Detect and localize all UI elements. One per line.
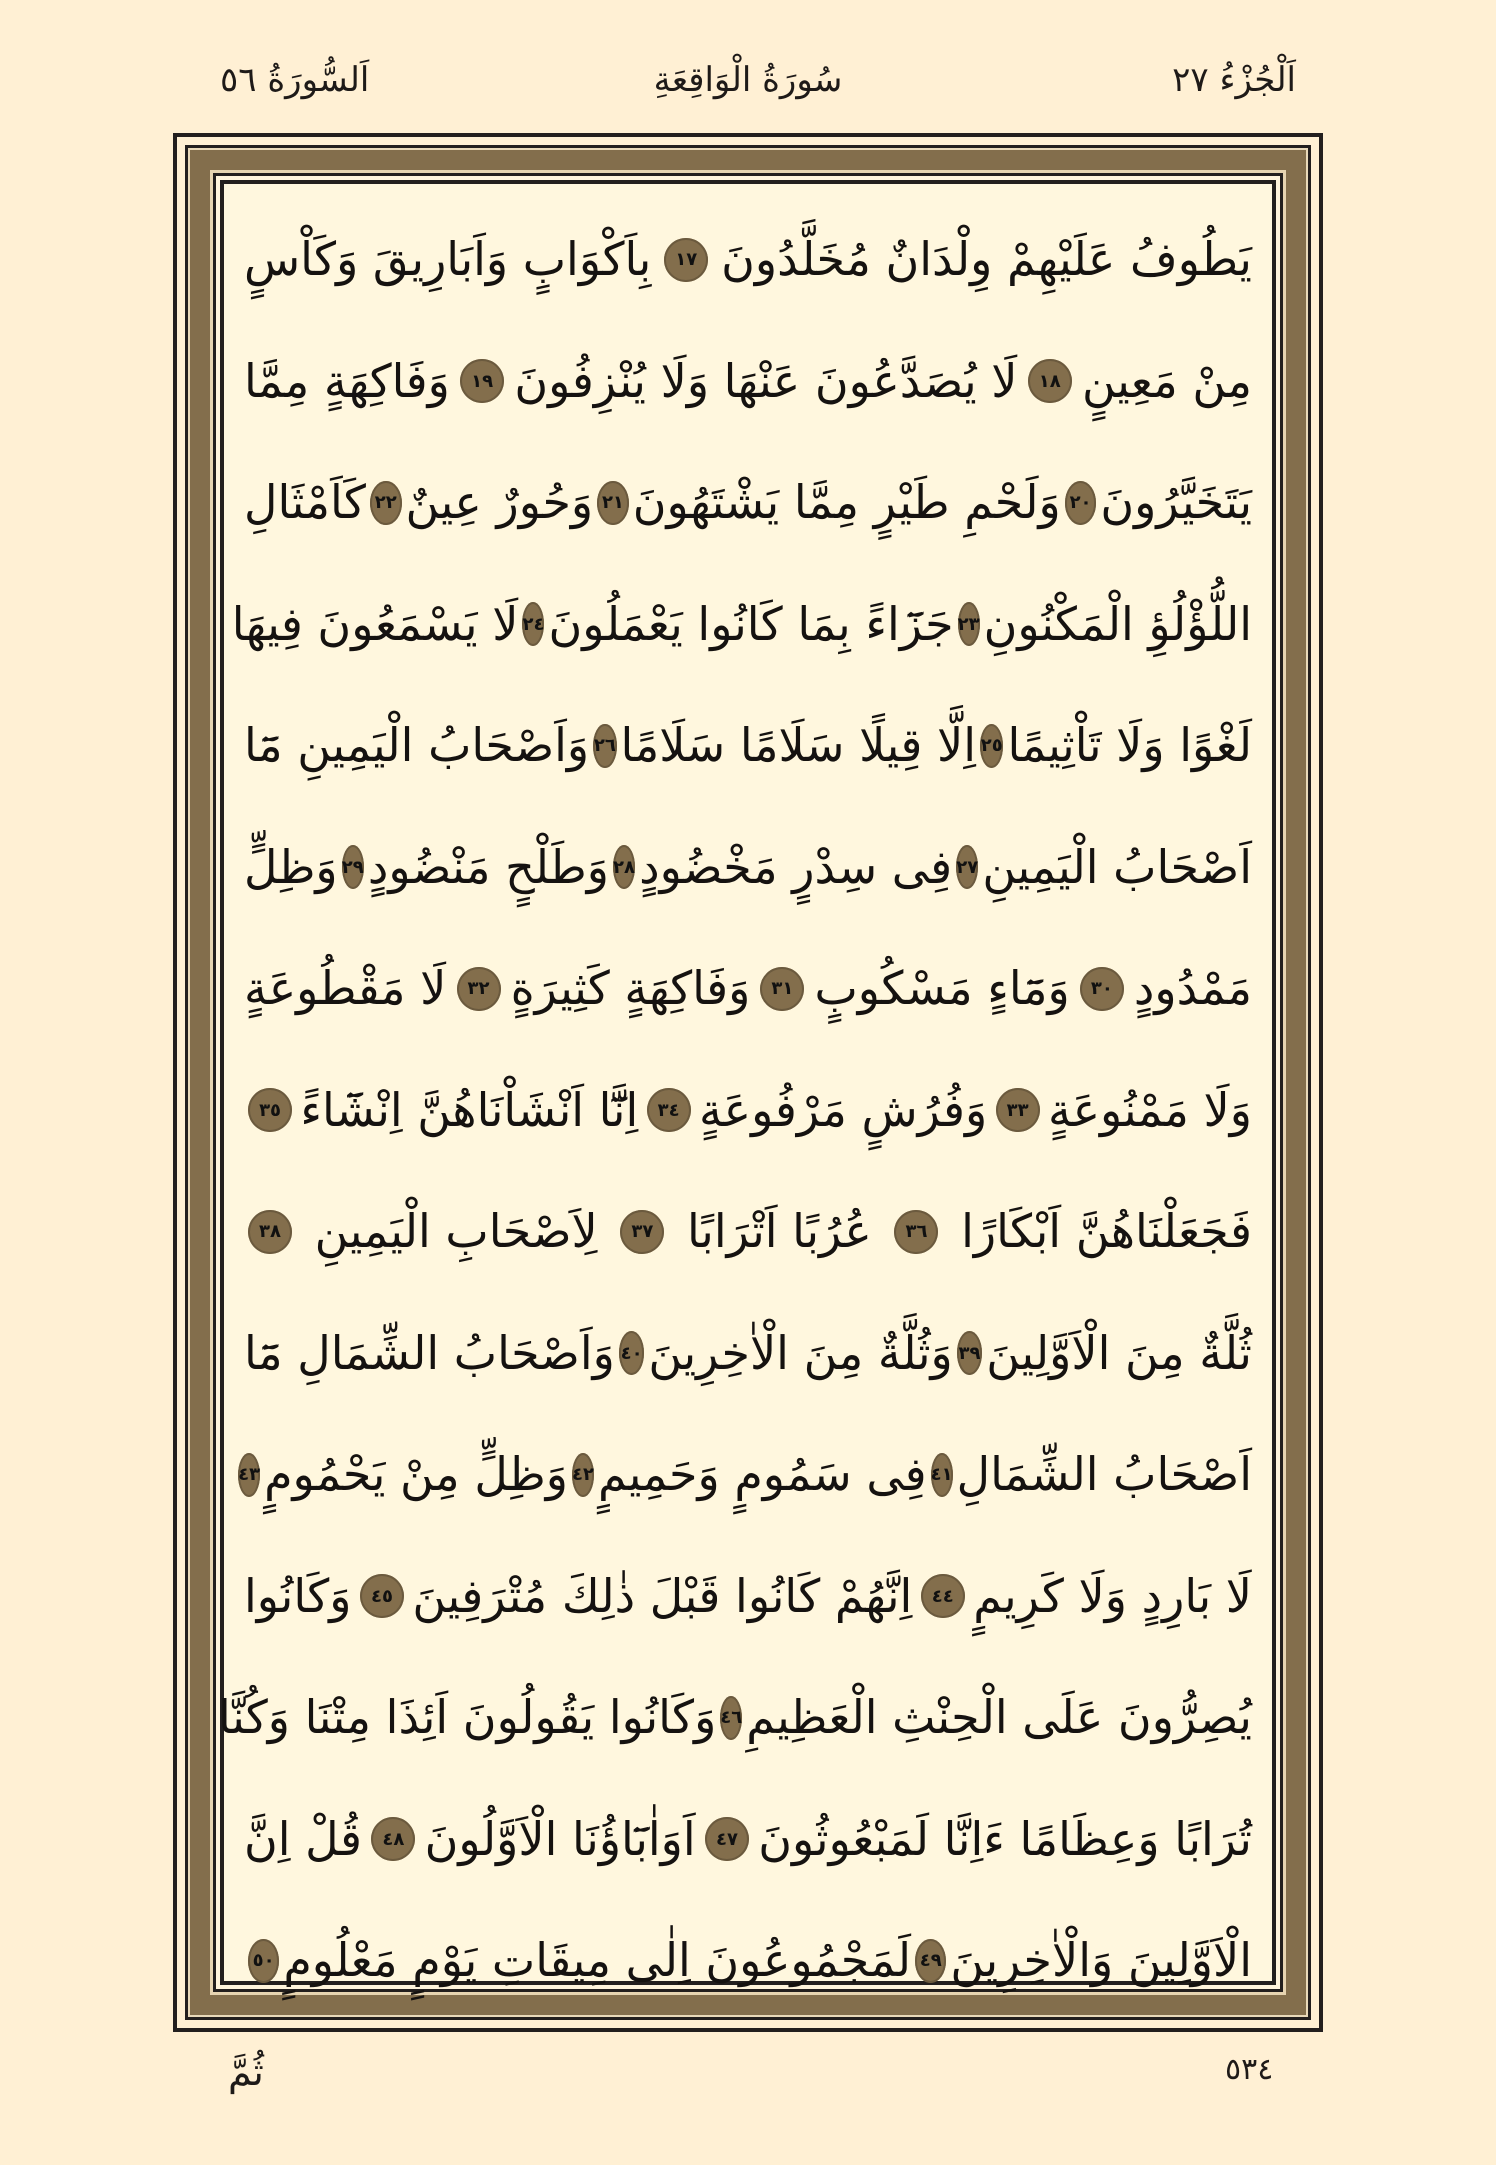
verse-text: قُلْ اِنَّ	[244, 1811, 363, 1866]
text-line	[244, 1897, 1252, 2019]
text-line	[244, 925, 1252, 1047]
ayah-number-marker: ٢٦	[593, 724, 616, 768]
surah-number-label: اَلسُّورَةُ ٥٦	[220, 60, 370, 100]
text-panel	[220, 180, 1276, 1985]
verse-text: وَاَصْحَابُ الْيَمِينِ مَٓا	[244, 718, 590, 772]
ayah-number-marker: ٤١	[931, 1453, 953, 1497]
verse-text: ثُلَّةٌ مِنَ الْاَوَّلِينَ	[986, 1325, 1252, 1380]
ayah-number-marker: ٤٦	[720, 1696, 742, 1740]
ayah-number-marker: ٣٤	[647, 1088, 691, 1132]
verse-text: وَلَحْمِ طَيْرٍ مِمَّا يَشْتَهُونَ	[632, 475, 1061, 529]
ayah-number-marker: ٣٠	[1080, 967, 1124, 1011]
verse-text: وَفُرُشٍ مَرْفُوعَةٍ	[698, 1082, 988, 1137]
verse-text: فَجَعَلْنَاهُنَّ اَبْكَارًا	[961, 1204, 1252, 1258]
verse-text: تُرَابًا وَعِظَامًا ءَاِنَّا لَمَبْعُوثُونَ	[758, 1811, 1252, 1866]
ayah-number-marker: ٢٩	[342, 845, 364, 889]
frame-inner-border	[210, 170, 1286, 1995]
verse-text: لَا مَقْطُوعَةٍ	[244, 961, 447, 1015]
verse-text: لَا يُصَدَّعُونَ عَنْهَا وَلَا يُنْزِفُونَ	[514, 353, 1018, 408]
ayah-number-marker: ٤٤	[921, 1574, 965, 1618]
catchword: ثُمَّ	[228, 2050, 264, 2094]
verse-text: جَزَٓاءً بِمَا كَانُوا يَعْمَلُونَ	[548, 596, 954, 651]
verse-text: وَكَانُوا يَقُولُونَ اَئِذَا مِتْنَا وَكُنَّا	[218, 1690, 717, 1744]
ayah-number-marker: ٥٠	[248, 1939, 279, 1983]
text-line	[244, 1290, 1252, 1412]
verse-text: لَغْوًا وَلَا تَاْثِيمًا	[1007, 718, 1252, 772]
juz-label: اَلْجُزْءُ ٢٧	[1172, 60, 1296, 100]
ayah-number-marker: ٢١	[597, 481, 629, 525]
verse-text: لَا يَسْمَعُونَ فِيهَا	[231, 596, 519, 651]
text-line	[231, 561, 1252, 683]
verse-text: وَظِلٍّ	[243, 839, 338, 894]
verse-text: يَطُوفُ عَلَيْهِمْ وِلْدَانٌ مُخَلَّدُونَ	[721, 232, 1252, 286]
text-line	[238, 1411, 1252, 1533]
ayah-number-marker: ٣٧	[620, 1210, 664, 1254]
verse-text: وَثُلَّةٌ مِنَ الْاٰخِرِينَ	[648, 1325, 953, 1380]
text-line	[244, 196, 1252, 318]
ayah-number-marker: ٣١	[760, 967, 804, 1011]
ayah-number-marker: ٤٩	[915, 1939, 946, 1983]
ayah-number-marker: ٤٥	[360, 1574, 404, 1618]
verse-text: بِاَكْوَابٍ وَاَبَارِيقَ وَكَاْسٍ	[244, 232, 652, 286]
verse-text: وَمَٓاءٍ مَسْكُوبٍ	[814, 961, 1070, 1015]
ayah-number-marker: ٢٤	[522, 602, 544, 646]
ayah-number-marker: ١٩	[460, 359, 504, 403]
text-line	[244, 1533, 1252, 1655]
ayah-number-marker: ١٧	[664, 238, 708, 282]
ayah-number-marker: ٣٩	[957, 1331, 982, 1375]
verse-text: لَمَجْمُوعُونَ اِلٰى مِيقَاتِ يَوْمٍ مَعْلُومٍ	[283, 1933, 912, 1987]
ayah-number-marker: ٣٦	[894, 1210, 938, 1254]
ayah-number-marker: ٣٣	[996, 1088, 1040, 1132]
text-line	[218, 1654, 1252, 1776]
verse-text: وَكَانُوا	[244, 1568, 352, 1623]
verse-text: اَوَاٰبَٓاؤُنَا الْاَوَّلُونَ	[424, 1811, 696, 1866]
surah-title: سُورَةُ الْوَاقِعَةِ	[653, 60, 843, 100]
verse-text: اِنَّٓا اَنْشَاْنَاهُنَّ اِنْشَٓاءً	[300, 1082, 639, 1137]
verse-text: اِلَّا قِيلًا سَلَامًا سَلَامًا	[620, 718, 977, 772]
frame-border	[185, 145, 1311, 2020]
ayah-number-marker: ٢٠	[1065, 481, 1097, 525]
verse-text: اَصْحَابُ الشِّمَالِ	[956, 1447, 1252, 1501]
ayah-number-marker: ٤٨	[371, 1817, 415, 1861]
verse-text: يَتَخَيَّرُونَ	[1100, 475, 1252, 529]
verse-text: لِاَصْحَابِ الْيَمِينِ	[314, 1204, 598, 1258]
text-line	[244, 1776, 1252, 1898]
verse-text: مَمْدُودٍ	[1133, 961, 1252, 1015]
verse-text: اللُّؤْلُؤِ الْمَكْنُونِ	[983, 596, 1252, 651]
verse-text: وَحُورٌ عِينٌ	[405, 475, 594, 529]
verse-text: وَفَاكِهَةٍ كَثِيرَةٍ	[510, 961, 751, 1015]
verse-text: وَفَاكِهَةٍ مِمَّا	[244, 353, 450, 408]
verse-text: وَظِلٍّ مِنْ يَحْمُومٍ	[264, 1447, 568, 1501]
verse-text: يُصِرُّونَ عَلَى الْحِنْثِ الْعَظِيمِ	[746, 1690, 1252, 1744]
verse-text: وَطَلْحٍ مَنْضُودٍ	[367, 839, 609, 894]
ayah-number-marker: ٢٢	[370, 481, 402, 525]
verse-text: عُرُبًا اَتْرَابًا	[687, 1204, 872, 1258]
frame-inner-line	[213, 173, 1283, 1992]
quran-text	[218, 196, 1252, 1987]
ayah-number-marker: ٤٧	[705, 1817, 749, 1861]
ayah-number-marker: ١٨	[1028, 359, 1072, 403]
verse-text: مِنْ مَعِينٍ	[1081, 353, 1252, 408]
verse-text: وَلَا مَمْنُوعَةٍ	[1047, 1082, 1252, 1137]
text-line	[244, 682, 1252, 804]
frame-band	[190, 150, 1306, 2015]
ayah-number-marker: ٤٢	[572, 1453, 594, 1497]
verse-text: اَصْحَابُ الْيَمِينِ	[982, 839, 1252, 894]
verse-text: اِنَّهُمْ كَانُوا قَبْلَ ذٰلِكَ مُتْرَفِينَ	[412, 1568, 913, 1623]
ayah-number-marker: ٢٨	[613, 845, 635, 889]
page-number: ٥٣٤	[1225, 2052, 1274, 2087]
ayah-number-marker: ٢٧	[956, 845, 978, 889]
ayah-number-marker: ٣٢	[457, 967, 501, 1011]
ayah-number-marker: ٢٥	[980, 724, 1003, 768]
verse-text: فِى سَمُومٍ وَحَمِيمٍ	[597, 1447, 927, 1501]
verse-text: وَاَصْحَابُ الشِّمَالِ مَٓا	[244, 1325, 615, 1380]
ayah-number-marker: ٤٠	[619, 1331, 644, 1375]
page-header	[0, 60, 1496, 120]
text-line	[244, 804, 1252, 926]
verse-text: كَاَمْثَالِ	[244, 475, 366, 529]
text-line	[244, 1047, 1252, 1169]
verse-text: لَا بَارِدٍ وَلَا كَرِيمٍ	[973, 1568, 1252, 1623]
ayah-number-marker: ٣٨	[248, 1210, 292, 1254]
page-frame	[173, 133, 1323, 2032]
text-line	[244, 439, 1252, 561]
ayah-number-marker: ٣٥	[248, 1088, 292, 1132]
text-line	[244, 318, 1252, 440]
ayah-number-marker: ٤٣	[238, 1453, 260, 1497]
verse-text: الْاَوَّلِينَ وَالْاٰخِرِينَ	[950, 1933, 1252, 1987]
ayah-number-marker: ٢٣	[958, 602, 980, 646]
verse-text: فِى سِدْرٍ مَخْضُودٍ	[639, 839, 953, 894]
text-line	[244, 1168, 1252, 1290]
